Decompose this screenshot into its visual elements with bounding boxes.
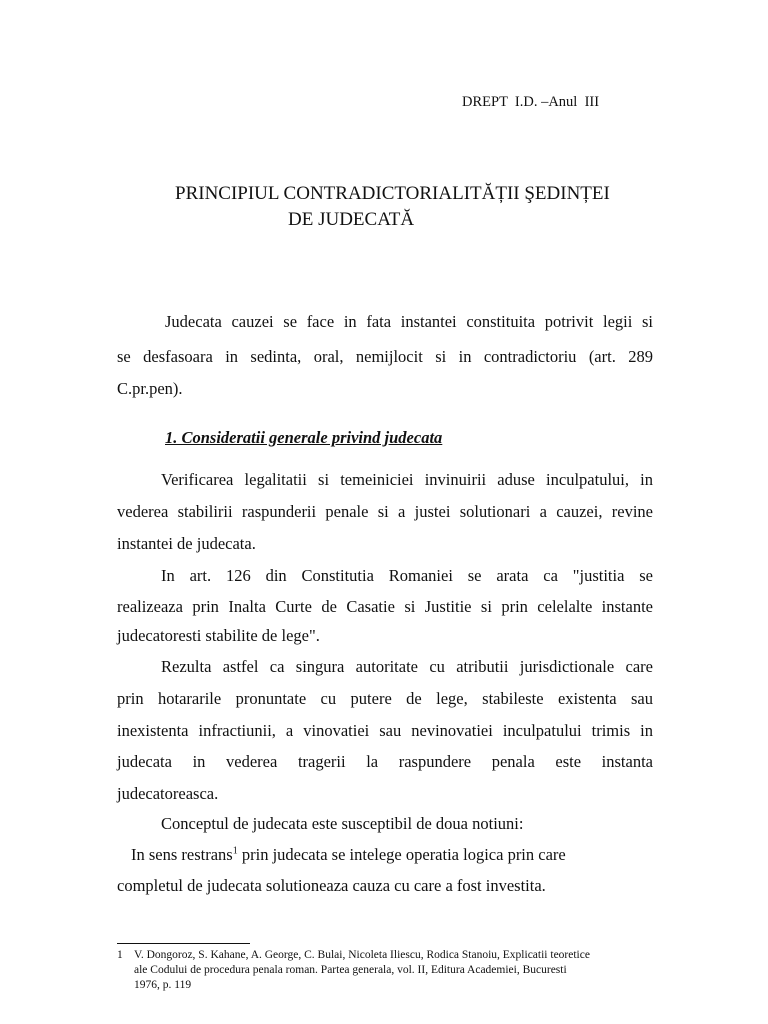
footnote-line-3: 1976, p. 119	[134, 979, 192, 991]
document-title-line-2: DE JUDECATĂ	[288, 209, 415, 230]
footnote-reference[interactable]: 1	[232, 845, 238, 857]
paragraph-1-line-1: Verificarea legalitatii si temeiniciei invinuirii aduse inculpatului, in	[161, 470, 653, 489]
footnote-line-1: V. Dongoroz, S. Kahane, A. George, C. Bulai, Nicoleta Iliescu, Rodica Stanoiu, Explicatii teoretice	[134, 949, 590, 961]
paragraph-3-line-5: judecatoreasca.	[117, 784, 219, 803]
paragraph-2-line-3: judecatoresti stabilite de lege".	[117, 626, 320, 645]
paragraph-5-text-a: In sens restrans	[131, 845, 233, 864]
paragraph-5-text-b: prin judecata se intelege operatia logica prin care	[237, 845, 566, 864]
paragraph-3-line-1: Rezulta astfel ca singura autoritate cu atributii jurisdictionale care	[161, 657, 653, 676]
footnote-separator	[117, 943, 250, 944]
paragraph-5-line-1	[131, 845, 653, 865]
paragraph-3-line-2: prin hotararile pronuntate cu putere de lege, stabileste existenta sau	[117, 689, 653, 708]
paragraph-1-line-3: instantei de judecata.	[117, 534, 256, 553]
paragraph-3-line-4: judecata in vederea tragerii la raspundere penala este instanta	[117, 752, 653, 771]
paragraph-2-line-1: In art. 126 din Constitutia Romaniei se arata ca "justitia se	[161, 566, 653, 585]
footnote-number: 1	[117, 949, 123, 961]
paragraph-1-line-2: vederea stabilirii raspunderii penale si a justei solutionari a cauzei, revine	[117, 502, 653, 521]
intro-line-2: se desfasoara in sedinta, oral, nemijlocit si in contradictoriu (art. 289	[117, 347, 653, 366]
footnote-line-2: ale Codului de procedura penala roman. Partea generala, vol. II, Editura Academiei, Bucuresti	[134, 964, 567, 976]
intro-line-1: Judecata cauzei se face in fata instantei constituita potrivit legii si	[165, 312, 653, 331]
paragraph-3-line-3: inexistenta infractiunii, a vinovatiei sau nevinovatiei inculpatului trimis in	[117, 721, 653, 740]
paragraph-5-line-2: completul de judecata solutioneaza cauza cu care a fost investita.	[117, 876, 546, 895]
section-heading: 1. Consideratii generale privind judecata	[165, 428, 443, 447]
document-header: DREPT I.D. –Anul III	[462, 94, 600, 110]
paragraph-2-line-2: realizeaza prin Inalta Curte de Casatie si Justitie si prin celelalte instante	[117, 597, 653, 616]
paragraph-4-line-1: Conceptul de judecata este susceptibil de doua notiuni:	[161, 814, 524, 833]
document-title-line-1: PRINCIPIUL CONTRADICTORIALITĂȚII ŞEDINȚEI	[175, 183, 610, 204]
intro-line-3: C.pr.pen).	[117, 379, 183, 398]
